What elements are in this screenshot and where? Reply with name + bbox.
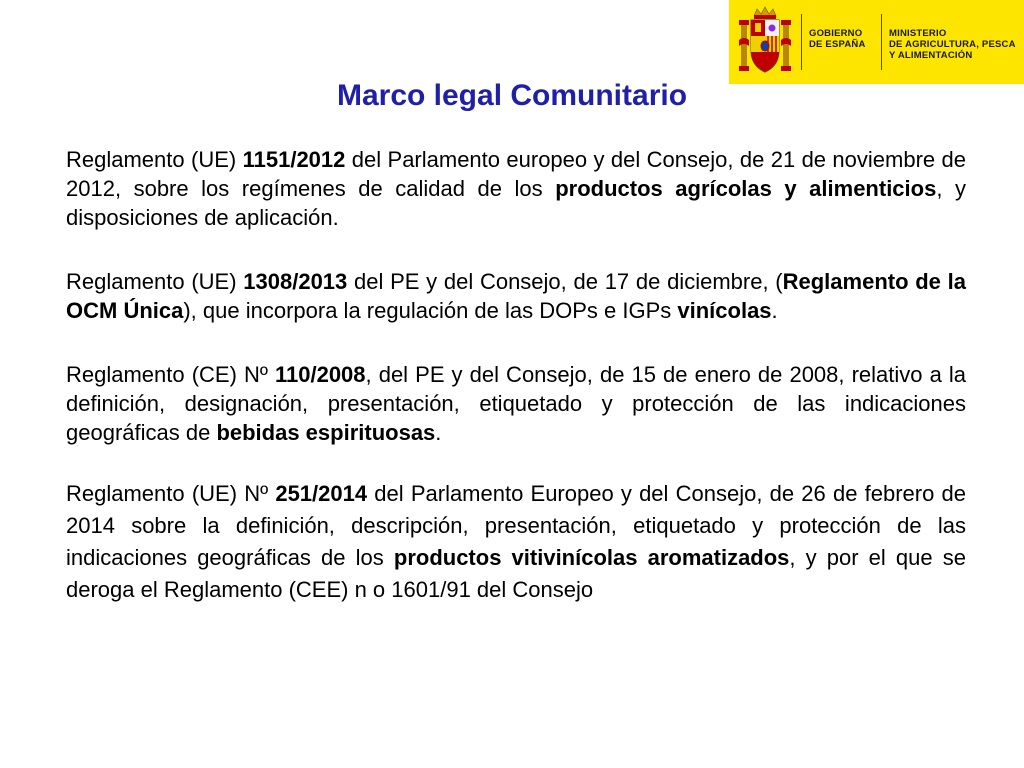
government-banner	[729, 0, 1024, 84]
text-segment: , y disposiciones de aplicación.	[66, 176, 966, 230]
highlighted-term: Reglamento de la OCM Única	[66, 269, 966, 323]
highlighted-term: productos vitivinícolas aromatizados	[393, 545, 790, 570]
text-segment: , y por el que se deroga el Reglamento (CEE) n o 1601/91 del Consejo	[66, 545, 966, 602]
slide-body	[66, 145, 966, 641]
text-segment: del PE y del Consejo, de 17 de diciembre, (	[347, 269, 783, 294]
regulation-number: 1308/2013	[243, 269, 348, 294]
regulation-number: 110/2008	[274, 362, 366, 387]
org2-line2: DE AGRICULTURA, PESCA	[889, 39, 1016, 50]
text-segment: del Parlamento europeo y del Consejo, de 21 de noviembre de 2012, sobre los regímenes de calidad de los	[66, 147, 966, 201]
org2-line3: Y ALIMENTACIÓN	[889, 50, 973, 61]
text-segment: .	[771, 298, 778, 323]
coat-of-arms-icon	[739, 6, 791, 78]
text-segment: .	[435, 420, 442, 445]
text-segment: Reglamento (UE) Nº	[66, 481, 276, 506]
org1-line2: DE ESPAÑA	[809, 39, 866, 50]
regulation-paragraph-251-2014	[66, 478, 966, 606]
text-segment: Reglamento (UE)	[66, 269, 244, 294]
regulation-paragraph-1151-2012	[66, 145, 966, 232]
text-segment: Reglamento (UE)	[66, 147, 243, 172]
regulation-paragraph-110-2008	[66, 360, 966, 447]
regulation-number: 251/2014	[275, 481, 368, 506]
text-segment: del Parlamento Europeo y del Consejo, de 26 de febrero de 2014 sobre la definición, descripción, presentación, etiquetado y protección de las indicaciones geográficas de los	[66, 481, 966, 570]
org1-line1: GOBIERNO	[809, 28, 863, 39]
text-segment: , del PE y del Consejo, de 15 de enero de 2008, relativo a la definición, designación, presentación, etiquetado y protección de las indicaciones geográficas de	[66, 362, 966, 445]
org2-line1: MINISTERIO	[889, 28, 947, 39]
banner-divider	[881, 14, 882, 70]
highlighted-term: productos agrícolas y alimenticios	[555, 176, 937, 201]
regulation-number: 1151/2012	[242, 147, 346, 172]
highlighted-term: bebidas espirituosas	[216, 420, 436, 445]
gobierno-de-espana-label	[809, 28, 879, 50]
regulation-paragraph-1308-2013	[66, 267, 966, 325]
text-segment: ), que incorpora la regulación de las DOPs e IGPs	[183, 298, 678, 323]
text-segment: Reglamento (CE) Nº	[66, 362, 275, 387]
highlighted-term: vinícolas	[677, 298, 772, 323]
banner-divider	[801, 14, 802, 70]
slide-title: Marco legal Comunitario	[336, 79, 688, 112]
ministerio-label	[889, 28, 1021, 61]
